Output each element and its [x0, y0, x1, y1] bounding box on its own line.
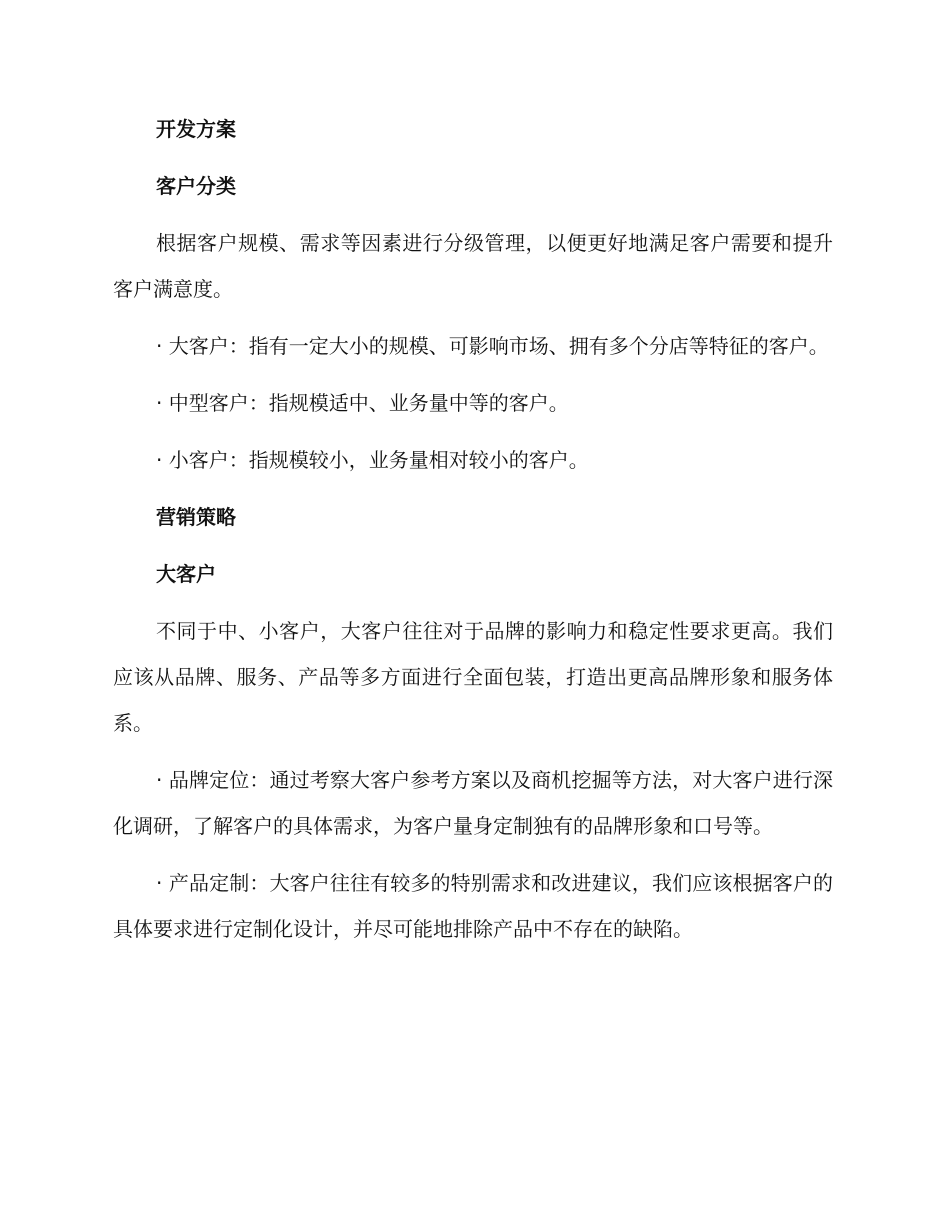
bullet-brand-positioning: · 品牌定位：通过考察大客户参考方案以及商机挖掘等方法，对大客户进行深化调研，了解客户的具体需求，为客户量身定制独有的品牌形象和口号等。	[113, 768, 833, 838]
section-title-marketing-strategy: 营销策略	[156, 505, 236, 529]
section-title-customer-classification: 客户分类	[156, 174, 236, 198]
section-title-development-plan: 开发方案	[156, 117, 236, 141]
bullet-small-customer: · 小客户：指规模较小，业务量相对较小的客户。	[156, 448, 589, 472]
section-title-large-customer: 大客户	[156, 562, 216, 586]
document-body	[113, 106, 833, 963]
bullet-product-customization: · 产品定制：大客户往往有较多的特别需求和改进建议，我们应该根据客户的具体要求进行定制化设计，并尽可能地排除产品中不存在的缺陷。	[113, 871, 833, 941]
bullet-medium-customer: · 中型客户：指规模适中、业务量中等的客户。	[156, 391, 569, 415]
bullet-large-customer: · 大客户：指有一定大小的规模、可影响市场、拥有多个分店等特征的客户。	[156, 334, 829, 358]
paragraph-large-customer-intro: 不同于中、小客户，大客户往往对于品牌的影响力和稳定性要求更高。我们应该从品牌、服务、产品等多方面进行全面包装，打造出更高品牌形象和服务体系。	[113, 619, 833, 735]
paragraph-classification-intro: 根据客户规模、需求等因素进行分级管理，以便更好地满足客户需要和提升客户满意度。	[113, 231, 833, 301]
